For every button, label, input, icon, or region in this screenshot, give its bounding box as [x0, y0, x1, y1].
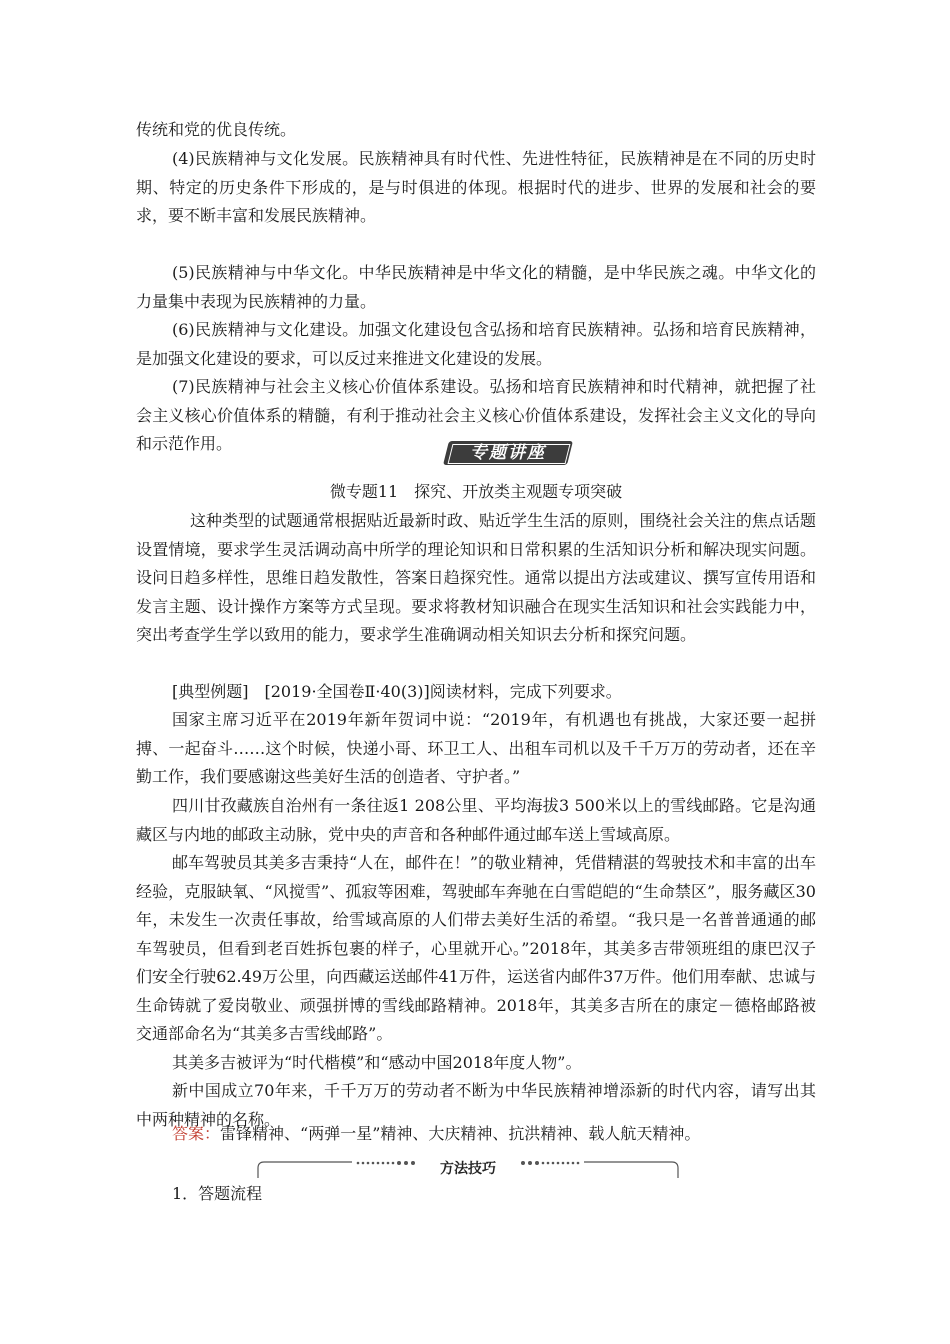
banner-title: 专题讲座 [470, 443, 546, 463]
section-banner [438, 437, 578, 469]
paragraph-culture-development: (4)民族精神与文化发展。民族精神具有时代性、先进性特征，民族精神是在不同的历史时期、特定的历史条件下形成的，是与时俱进的体现。根据时代的进步、世界的发展和社会的要求，要不断丰富和发展民族精神。 [136, 149, 816, 225]
answer-process-heading: 1．答题流程 [172, 1184, 263, 1203]
material-paragraph-2: 四川甘孜藏族自治州有一条往返1 208公里、平均海拔3 500米以上的雪线邮路。它是沟通藏区与内地的邮政主动脉，党中央的声音和各种邮件通过邮车送上雪域高原。 [136, 796, 816, 844]
paragraph-culture-construction: (6)民族精神与文化建设。加强文化建设包含弘扬和培育民族精神。弘扬和培育民族精神，是加强文化建设的要求，可以反过来推进文化建设的发展。 [136, 320, 816, 368]
method-tips-title: 方法技巧 [440, 1161, 496, 1177]
answer-text: 雷锋精神、“两弹一星”精神、大庆精神、抗洪精神、载人航天精神。 [220, 1124, 701, 1143]
answer-line [136, 1120, 816, 1149]
question-text: 新中国成立70年来，千千万万的劳动者不断为中华民族精神增添新的时代内容，请写出其中两种精神的名称。 [136, 1081, 816, 1129]
example-heading: [典型例题] [2019·全国卷Ⅱ·40(3)]阅读材料，完成下列要求。 [172, 682, 622, 701]
paragraph-chinese-culture: (5)民族精神与中华文化。中华民族精神是中华文化的精髓，是中华民族之魂。中华文化的力量集中表现为民族精神的力量。 [136, 263, 816, 311]
answer-label: 答案： [172, 1124, 221, 1143]
section-subtitle: 微专题11 探究、开放类主观题专项突破 [329, 482, 623, 501]
section-intro: 这种类型的试题通常根据贴近最新时政、贴近学生生活的原则，围绕社会关注的焦点话题设置情境，要求学生灵活调动高中所学的理论知识和日常积累的生活知识分析和解决现实问题。设问日趋多样性，思维日趋发散性，答案日趋探究性。通常以提出方法或建议、撰写宣传用语和发言主题、设计操作方案等方式呈现。要求将教材知识融合在现实生活知识和社会实践能力中，突出考查学生学以致用的能力，要求学生准确调动相关知识去分析和探究问题。 [136, 511, 816, 644]
material-paragraph-4: 其美多吉被评为“时代楷模”和“感动中国2018年度人物”。 [172, 1053, 582, 1072]
paragraph-continuation: 传统和党的优良传统。 [136, 120, 297, 139]
paragraph-core-values: (7)民族精神与社会主义核心价值体系建设。弘扬和培育民族精神和时代精神，就把握了社会主义核心价值体系的精髓，有利于推动社会主义核心价值体系建设，发挥社会主义文化的导向和示范作用。 [136, 377, 816, 453]
material-paragraph-1: 国家主席习近平在2019年新年贺词中说：“2019年，有机遇也有挑战，大家还要一起拼搏、一起奋斗……这个时候，快递小哥、环卫工人、出租车司机以及千千万万的劳动者，还在辛勤工作，我们要感谢这些美好生活的创造者、守护者。” [136, 710, 816, 786]
material-paragraph-3: 邮车驾驶员其美多吉秉持“人在，邮件在！”的敬业精神，凭借精湛的驾驶技术和丰富的出车经验，克服缺氧、“风搅雪”、孤寂等困难，驾驶邮车奔驰在白雪皑皑的“生命禁区”，服务藏区30年，未发生一次责任事故，给雪域高原的人们带去美好生活的希望。“我只是一名普普通通的邮车驾驶员，但看到老百姓拆包裹的样子，心里就开心。”2018年，其美多吉带领班组的康巴汉子们安全行驶62.49万公里，向西藏运送邮件41万件，运送省内邮件37万件。他们用奉献、忠诚与生命铸就了爱岗敬业、顽强拼博的雪线邮路精神。2018年，其美多吉所在的康定－德格邮路被交通部命名为“其美多吉雪线邮路”。 [136, 853, 816, 1043]
method-tips-header [256, 1158, 680, 1180]
